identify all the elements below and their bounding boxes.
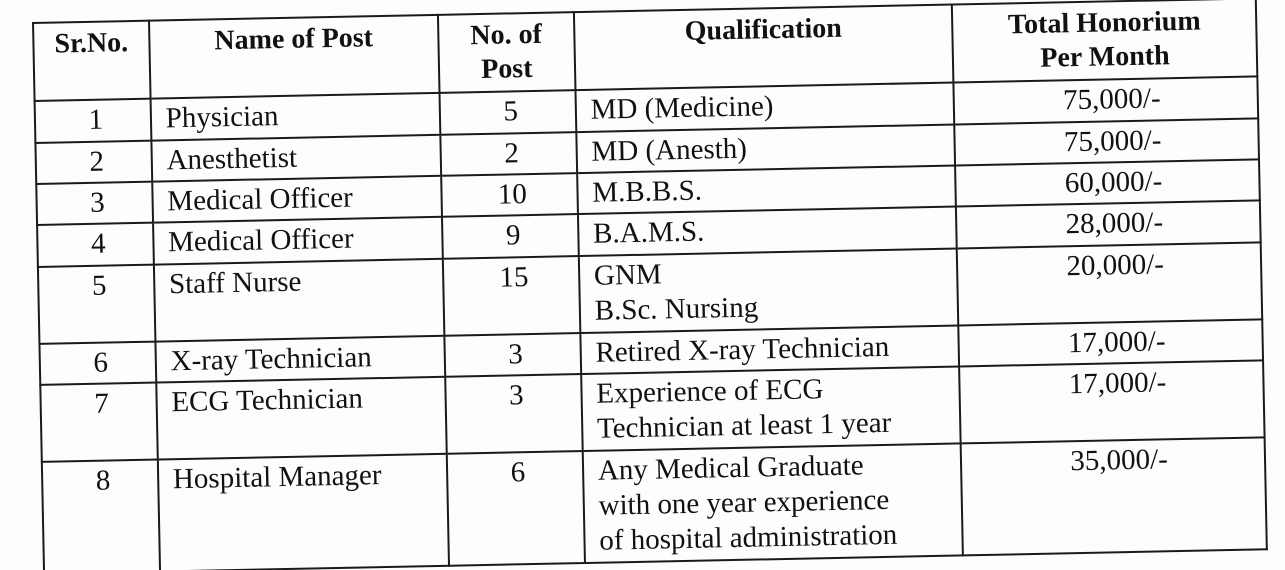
qualification-line: of hospital administration [598,519,898,558]
cell-qualification [581,366,961,450]
qualification-line: B.A.M.S. [592,215,705,251]
cell-post-name: Hospital Manager [158,453,449,570]
cell-post-count: 3 [444,333,581,377]
cell-sr-no: 6 [39,341,156,385]
header-total-honorium [952,0,1257,83]
cell-post-count: 10 [441,173,578,217]
cell-sr-no: 5 [38,264,155,343]
qualification-line: B.Sc. Nursing [594,291,759,327]
cell-post-name: Physician [150,93,440,140]
cell-post-count: 15 [443,256,580,335]
cell-qualification [579,248,959,332]
cell-honorium: 75,000/- [954,118,1259,165]
table-row [42,437,1267,570]
header-no-of-post [438,12,575,93]
cell-honorium: 35,000/- [961,437,1267,555]
qualification-line: Retired X-ray Technician [595,330,890,369]
cell-sr-no: 2 [35,140,152,184]
cell-honorium: 17,000/- [958,319,1263,366]
table-body [35,77,1267,570]
cell-post-count: 2 [440,132,577,176]
qualification-line: Experience of ECG [596,373,824,410]
cell-honorium: 20,000/- [957,242,1262,325]
table-container [32,0,1268,570]
header-honorium-line2: Per Month [1040,40,1170,74]
qualification-line: MD (Anesth) [591,132,748,168]
cell-post-count: 6 [447,451,585,566]
cell-sr-no: 1 [35,99,152,143]
cell-post-count: 3 [445,374,582,453]
cell-sr-no: 4 [37,223,154,267]
cell-post-name: Staff Nurse [154,259,445,342]
cell-qualification [582,443,963,563]
header-no-of-post-line1: No. of [470,18,543,52]
qualification-line: GNM [593,258,662,292]
cell-post-name: X-ray Technician [155,335,445,382]
cell-post-name: Medical Officer [152,176,442,223]
qualification-line: Technician at least 1 year [596,407,892,446]
cell-post-name: Medical Officer [153,217,443,264]
posts-table [32,0,1268,570]
header-name-of-post: Name of Post [149,15,440,99]
cell-sr-no: 8 [42,459,160,570]
header-qualification: Qualification [574,5,954,91]
cell-honorium: 60,000/- [955,159,1260,206]
cell-post-count: 5 [439,90,576,134]
qualification-line: MD (Medicine) [590,90,774,127]
cell-post-name: ECG Technician [156,377,447,460]
qualification-line: with one year experience [598,483,890,522]
cell-sr-no: 7 [40,383,157,462]
qualification-line: Any Medical Graduate [597,449,864,487]
header-honorium-line1: Total Honorium [1007,5,1201,41]
cell-sr-no: 3 [36,182,153,226]
qualification-line: M.B.B.S. [591,174,703,209]
cell-post-count: 9 [442,215,579,259]
cell-honorium: 75,000/- [954,77,1259,124]
cell-honorium: 17,000/- [959,360,1264,443]
header-sr-no: Sr.No. [33,21,150,102]
cell-post-name: Anesthetist [151,135,441,182]
header-no-of-post-line2: Post [480,53,533,86]
cell-honorium: 28,000/- [956,201,1261,248]
